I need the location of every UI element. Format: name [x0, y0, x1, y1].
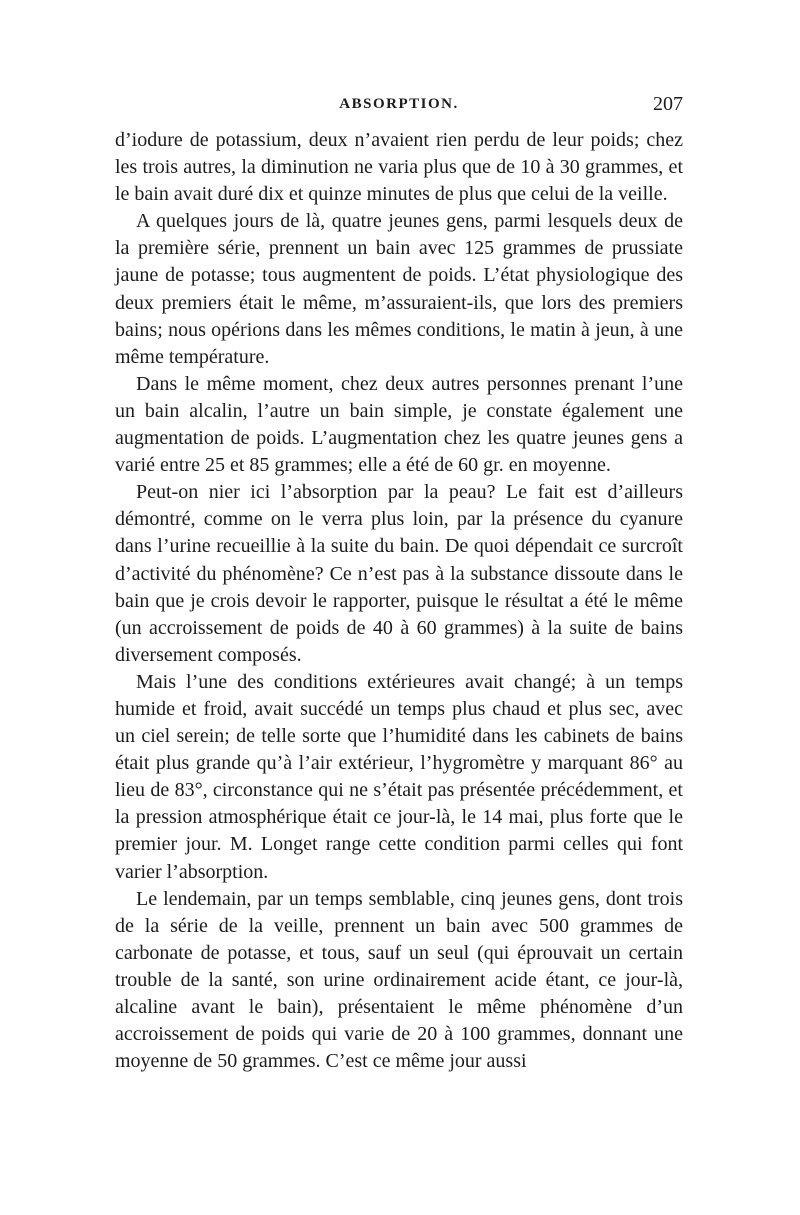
body-text	[115, 127, 683, 1075]
paragraph-continued: d’iodure de potassium, deux n’avaient rien perdu de leur poids; chez les trois autres, la diminution ne varia plus que de 10 à 30 grammes, et le bain avait duré dix et quinze minutes de plus que celui de la veille.	[115, 129, 683, 206]
running-title: ABSORPTION.	[339, 96, 459, 112]
running-head	[115, 93, 683, 120]
page-number: 207	[653, 93, 683, 115]
paragraph-weight-increase: Dans le même moment, chez deux autres personnes prenant l’une un bain alcalin, l’autre un bain simple, je constate également une augmentation de poids. L’augmentation chez les quatre jeunes gens a varié entre 25 et 85 grammes; elle a été de 60 gr. en moyenne.	[115, 372, 683, 477]
paragraph-prussiate-bath: A quelques jours de là, quatre jeunes gens, parmi lesquels deux de la première série, prennent un bain avec 125 grammes de prussiate jaune de potasse; tous augmentent de poids. L’état physiologique des deux premiers était le même, m’assuraient-ils, que lors des premiers bains; nous opérions dans les mêmes conditions, le matin à jeun, à une même température.	[115, 210, 683, 368]
paragraph-next-day: Le lendemain, par un temps semblable, cinq jeunes gens, dont trois de la série de la veille, prennent un bain avec 500 grammes de carbonate de potasse, et tous, sauf un seul (qui éprouvait un certain trouble de la santé, son urine ordinairement acide étant, ce jour-là, alcaline avant le bain), présentaient le même phénomène d’un accroissement de poids qui varie de 20 à 100 grammes, donnant une moyenne de 50 grammes. C’est ce même jour aussi	[115, 887, 683, 1073]
paragraph-skin-absorption: Peut-on nier ici l’absorption par la peau? Le fait est d’ailleurs démontré, comme on le verra plus loin, par la présence du cyanure dans l’urine recueillie à la suite du bain. De quoi dépendait ce surcroît d’activité du phénomène? Ce n’est pas à la substance dissoute dans le bain que je crois devoir le rapporter, puisque le résultat a été le même (un accroissement de poids de 40 à 60 grammes) à la suite de bains diversement composés.	[115, 481, 683, 666]
paragraph-external-conditions: Mais l’une des conditions extérieures avait changé; à un temps humide et froid, avait succédé un temps plus chaud et plus sec, avec un ciel serein; de telle sorte que l’humidité dans les cabinets de bains était plus grande qu’à l’air extérieur, l’hygromètre y marquant 86° au lieu de 83°, circonstance qui ne s’était pas présentée précédemment, et la pression atmosphérique était ce jour-là, le 14 mai, plus forte que le premier jour. M. Longet range cette condition parmi celles qui font varier l’absorption.	[115, 670, 683, 883]
